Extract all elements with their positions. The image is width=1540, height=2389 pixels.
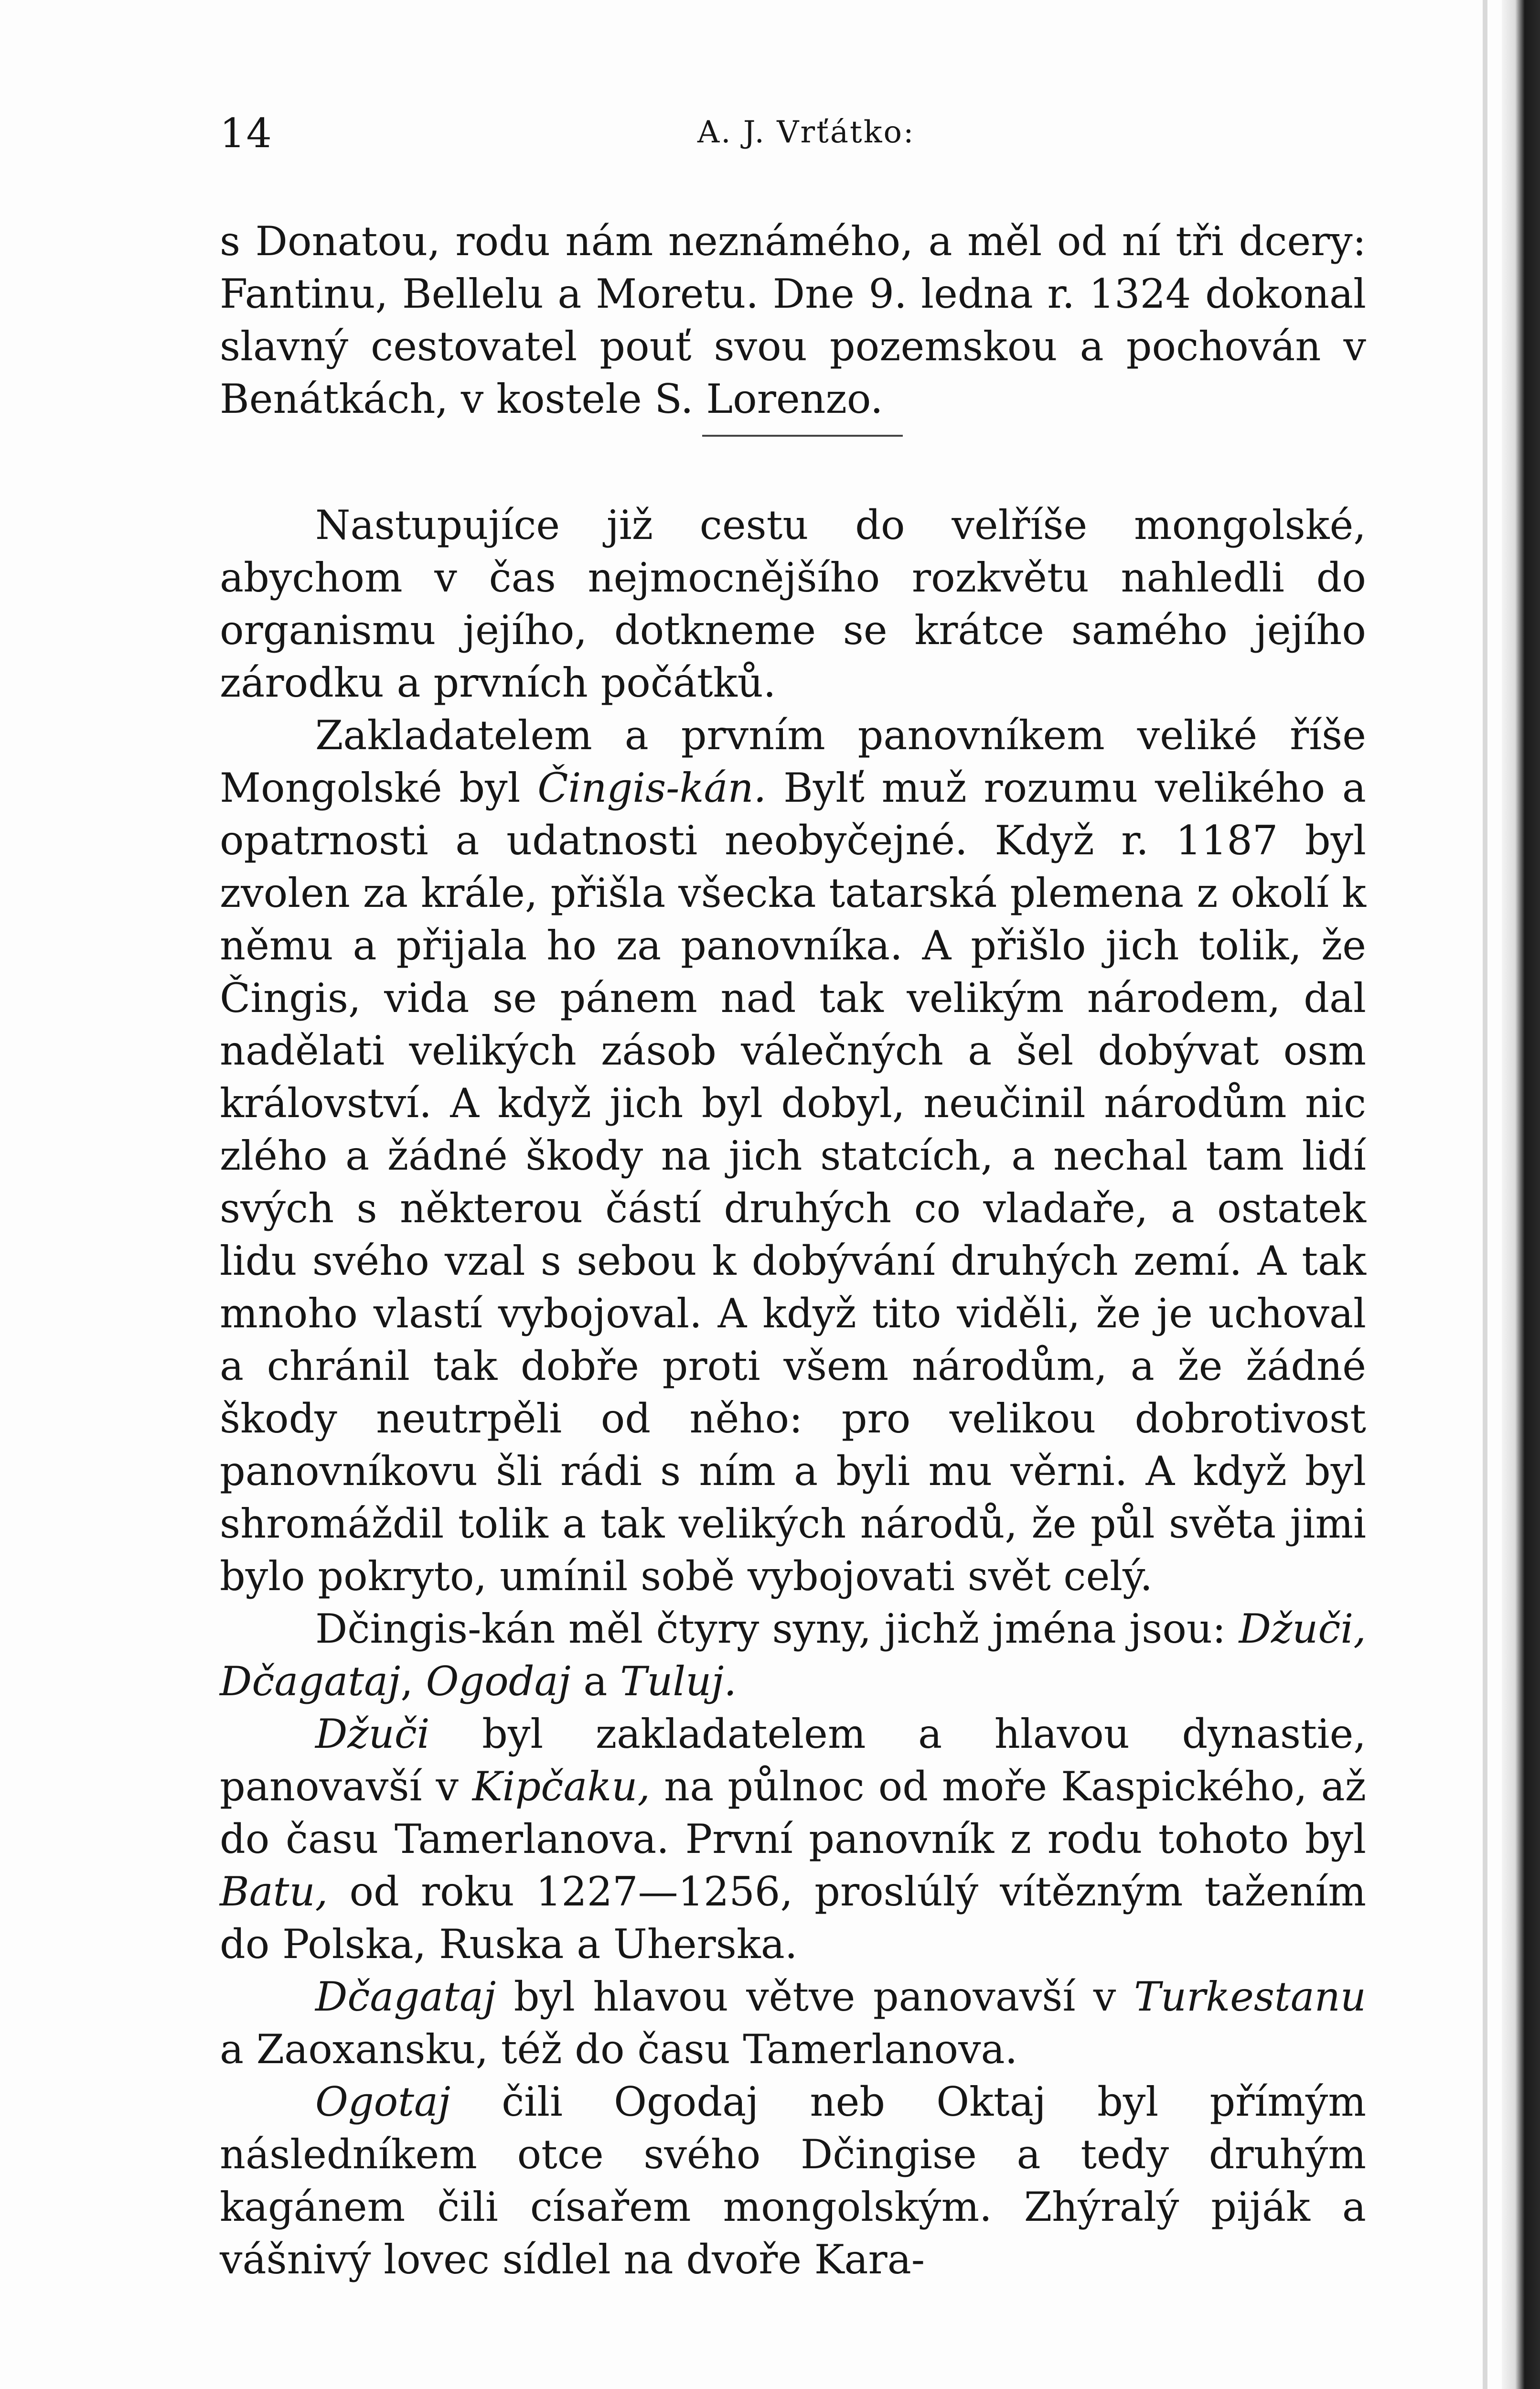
page-number: 14 — [220, 110, 273, 157]
italic-name: Kipčaku, — [472, 1763, 651, 1810]
text-segment: s Donatou, rodu nám neznámého, a měl od ní tři dcery: Fantinu, Bellelu a Moretu. Dne 9. ledna r. 1324 dokonal slavný cestovatel pouť svou pozemskou a pochován v Benátkách, v kostele S. Lorenzo. — [220, 218, 1366, 422]
page-header — [220, 110, 1366, 167]
page-edge-line — [1483, 0, 1487, 2389]
body-text — [220, 215, 1366, 2286]
italic-name: Ogotaj — [315, 2078, 451, 2125]
italic-name: Džuči, Dčagataj — [220, 1605, 1366, 1705]
text-segment: Zakladatelem a prvním panovníkem veliké říše Mongolské byl — [220, 712, 1366, 811]
italic-name: Tuluj. — [620, 1658, 737, 1705]
paragraph-5 — [220, 1708, 1366, 1970]
text-segment: čili Ogodaj neb Oktaj byl přímým následníkem otce svého Dčingise a tedy druhým kagánem čili císařem mongolským. Zhýralý piják a vášnivý lovec sídlel na dvoře Kara- — [220, 2078, 1366, 2283]
running-head: A. J. Vrťátko: — [697, 115, 915, 150]
page-binding-edge — [1502, 0, 1540, 2389]
italic-name: Džuči — [315, 1711, 430, 1757]
text-segment: byl zakladatelem a hlavou dynastie, panovavší v — [220, 1711, 1366, 1810]
italic-name: Ogodaj — [426, 1658, 571, 1705]
paragraph-2 — [220, 499, 1366, 709]
text-segment: byl hlavou větve panovavší v — [496, 1973, 1134, 2020]
paragraph-7 — [220, 2076, 1366, 2286]
text-segment: Bylť muž rozumu velikého a opatrnosti a udatnosti neobyčejné. Když r. 1187 byl zvolen za krále, přišla všecka tatarská plemena z okolí k němu a přijala ho za panovníka. A přišlo jich tolik, že Čingis, vida se pánem nad tak velikým národem, dal nadělati velikých zásob válečných a šel dobývat osm království. A když jich byl dobyl, neučinil národům nic zlého a žádné škody na jich statcích, a nechal tam lidí svých s některou částí druhých co vladaře, a ostatek lidu svého vzal s sebou k dobývání druhých zemí. A tak mnoho vlastí vybojoval. A když tito viděli, že je uchoval a chránil tak dobře proti všem národům, a že žádné škody neutrpěli od něho: pro velikou dobrotivost panovníkovu šli rádi s ním a byli mu věrni. A když byl shromáždil tolik a tak velikých národů, že půl světa jimi bylo pokryto, umínil sobě vybojovati svět celý. — [220, 764, 1366, 1600]
text-segment: Nastupujíce již cestu do velříše mongolské, abychom v čas nejmocnějšího rozkvětu nahledli do organismu jejího, dotkneme se krátce samého jejího zárodku a prvních počátků. — [220, 502, 1366, 706]
italic-name: Batu, — [220, 1868, 328, 1915]
italic-name: Turkestanu — [1134, 1973, 1366, 2020]
text-segment: Dčingis-kán měl čtyry syny, jichž jména jsou: — [315, 1605, 1239, 1652]
italic-name: Čingis-kán. — [537, 764, 767, 811]
section-divider — [702, 435, 903, 437]
italic-name: Dčagataj — [315, 1973, 496, 2020]
text-segment: a Zaoxansku, též do času Tamerlanova. — [220, 2026, 1018, 2073]
text-segment: a — [570, 1658, 620, 1705]
text-segment: od roku 1227—1256, proslúlý vítězným tažením do Polska, Ruska a Uherska. — [220, 1868, 1366, 1968]
paragraph-4 — [220, 1603, 1366, 1708]
paragraph-6 — [220, 1970, 1366, 2076]
paragraph-3 — [220, 709, 1366, 1603]
text-segment: na půlnoc od moře Kaspického, až do času Tamerlanova. První panovník z rodu tohoto byl — [220, 1763, 1367, 1862]
paragraph-1 — [220, 215, 1366, 425]
text-segment: , — [400, 1658, 426, 1705]
